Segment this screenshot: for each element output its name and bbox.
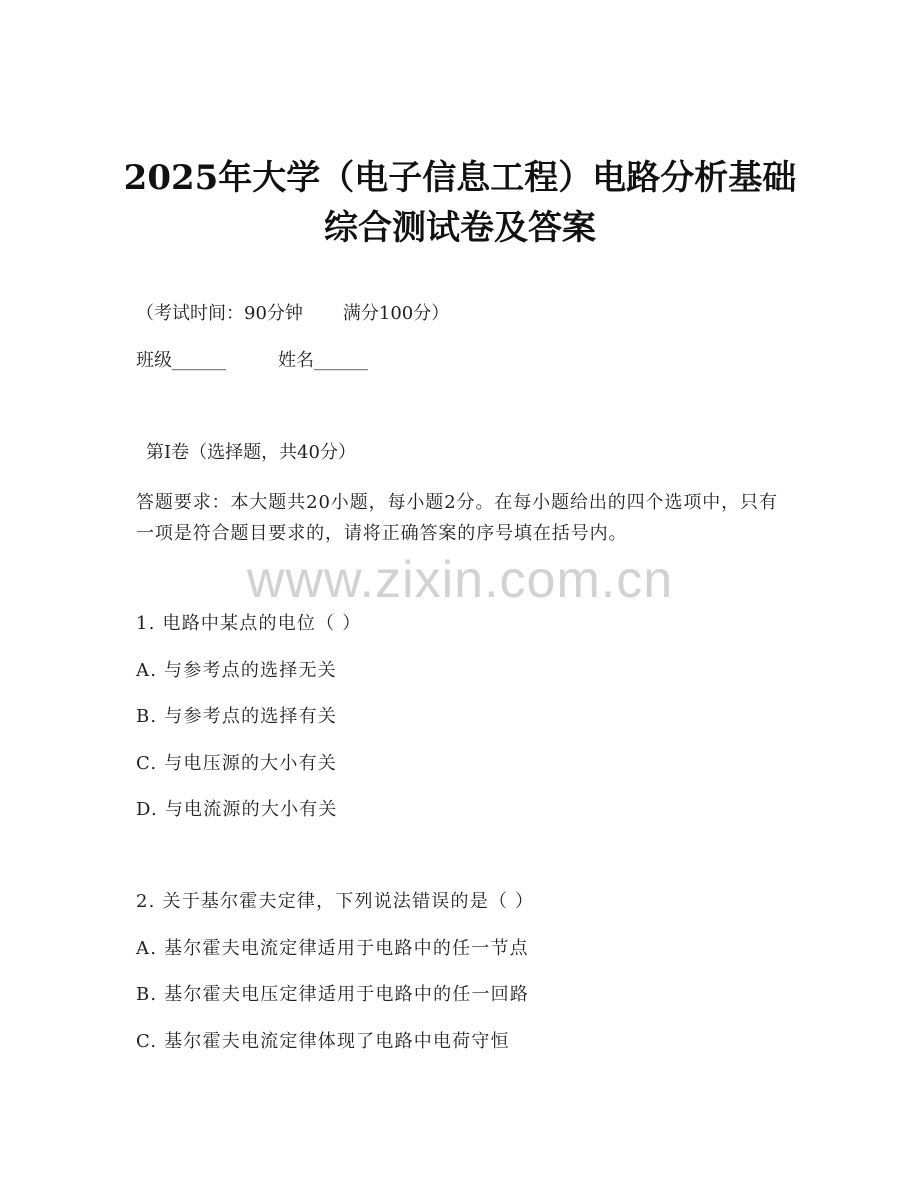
question-1-option-a: A. 与参考点的选择无关 — [136, 660, 337, 681]
watermark: www.zixin.com.cn — [246, 551, 674, 609]
question-2-option-c: C. 基尔霍夫电流定律体现了电路中电荷守恒 — [136, 1031, 510, 1052]
name-field: 姓名______ — [278, 350, 368, 371]
full-score: 满分100分） — [342, 303, 450, 324]
document-title-line-1: 2025年大学（电子信息工程）电路分析基础 — [123, 158, 797, 198]
question-2-option-a: A. 基尔霍夫电流定律适用于电路中的任一节点 — [136, 938, 529, 959]
exam-time: （考试时间：90分钟 — [136, 303, 303, 324]
section-title: 第Ⅰ卷（选择题，共40分） — [146, 442, 357, 463]
question-1-stem: 1. 电路中某点的电位（ ） — [136, 613, 362, 634]
question-1-option-b: B. 与参考点的选择有关 — [136, 706, 338, 727]
question-1-option-c: C. 与电压源的大小有关 — [136, 753, 337, 774]
document-title-line-2: 综合测试卷及答案 — [324, 208, 596, 248]
question-1-option-d: D. 与电流源的大小有关 — [136, 799, 338, 820]
question-2-stem: 2. 关于基尔霍夫定律，下列说法错误的是（ ） — [136, 891, 535, 912]
student-fields — [136, 349, 368, 373]
instructions: 答题要求：本大题共20小题，每小题2分。在每小题给出的四个选项中，只有一项是符合题目要求的，请将正确答案的序号填在括号内。 — [136, 492, 778, 544]
question-2-option-b: B. 基尔霍夫电压定律适用于电路中的任一回路 — [136, 984, 530, 1005]
class-field: 班级______ — [136, 350, 226, 371]
exam-info — [136, 302, 449, 326]
